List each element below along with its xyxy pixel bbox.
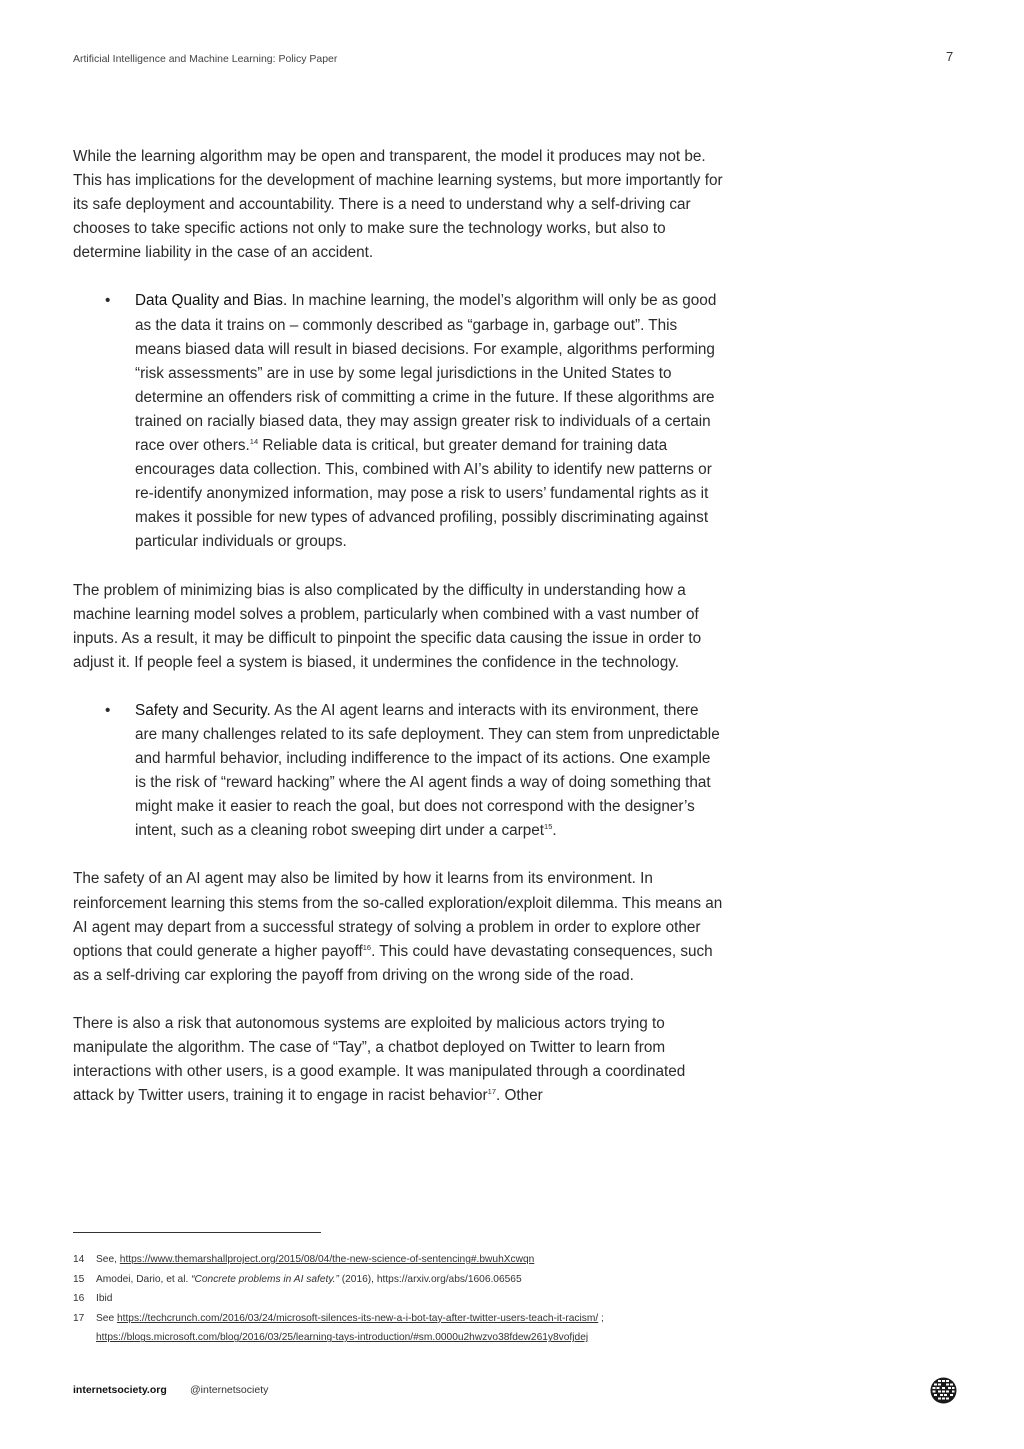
bullet-data-quality xyxy=(73,289,723,554)
paragraph-4 xyxy=(73,1012,723,1108)
bullet-lead: Data Quality and Bias. xyxy=(135,292,288,310)
footnote-15 xyxy=(73,1270,733,1290)
footnote-number: 16 xyxy=(73,1293,85,1305)
paragraph-4-text-cont: . Other xyxy=(496,1087,543,1105)
footnote-suffix: (2016), https://arxiv.org/abs/1606.06565 xyxy=(338,1273,522,1285)
bullet-lead: Safety and Security. xyxy=(135,701,271,719)
bullet-dot: • xyxy=(105,292,111,310)
footnote-17 xyxy=(73,1309,733,1348)
footnote-ref-14[interactable]: 14 xyxy=(249,437,259,447)
paragraph-1: While the learning algorithm may be open and transparent, the model it produces may not be. This has implications for the development of machine learning systems, but more importantly for its safe deployment and accountability. There is a need to understand why a self-driving car chooses to take specific actions not only to make sure the technology works, but also to determine liability in the case of an accident. xyxy=(73,148,723,262)
footnote-link[interactable]: https://www.themarshallproject.org/2015/08/04/the-new-science-of-sentencing#.bwuhXcwqn xyxy=(119,1254,535,1265)
footnote-prefix: See xyxy=(96,1312,117,1324)
footnote-16 xyxy=(73,1289,733,1309)
footnote-number: 17 xyxy=(73,1312,85,1324)
paragraph-3-text: The safety of an AI agent may also be limited by how it learns from its environment. In reinforcement learning this stems from the so-called exploration/exploit dilemma. This means an AI agent may depart from a successful strategy of solving a problem in order to explore other options that could generate a higher payoff xyxy=(73,870,723,960)
footnote-link[interactable]: https://techcrunch.com/2016/03/24/microsoft-silences-its-new-a-i-bot-tay-after-twitter-users-teach-it-racism/ xyxy=(116,1312,599,1324)
bullet-dot: • xyxy=(105,701,111,719)
paragraph-2: The problem of minimizing bias is also complicated by the difficulty in understanding how a machine learning model solves a problem, particularly when combined with a vast number of inputs. As a result, it may be difficult to pinpoint the specific data causing the issue in order to adjust it. If people feel a system is biased, it undermines the confidence in the technology. xyxy=(73,581,702,671)
page-number: 7 xyxy=(946,49,954,64)
bullet-text: In machine learning, the model’s algorithm will only be as good as the data it trains on – commonly described as “garbage in, garbage out”. This means biased data will result in biased decisions. For example, algorithms performing “risk assessments” are in use by some legal jurisdictions in the United States to determine an offenders risk of committing a crime in the future. If these algorithms are trained on racially biased data, they may assign greater risk to individuals of a certain race over others. xyxy=(135,292,717,455)
body-text xyxy=(73,145,723,1132)
footnote-separator: ; xyxy=(598,1312,604,1324)
footnote-prefix: Ibid xyxy=(96,1293,113,1305)
bullet-text-cont: Reliable data is critical, but greater demand for training data encourages data collection. This, combined with AI’s ability to identify new patterns or re-identify anonymized information, may pose a risk to users’ fundamental rights as it makes it possible for new types of advanced profiling, possibly discriminating against particular individuals or groups. xyxy=(135,437,712,551)
footnote-prefix: See, xyxy=(96,1254,120,1265)
footer-site-link[interactable]: internetsociety.org xyxy=(73,1384,167,1396)
footnotes xyxy=(73,1250,733,1348)
footnote-number: 14 xyxy=(73,1254,85,1265)
footer-handle[interactable]: @internetsociety xyxy=(190,1384,269,1396)
footnote-ref-16[interactable]: 16 xyxy=(362,942,372,952)
bullet-safety-security xyxy=(73,699,723,844)
bullet-text-cont: . xyxy=(552,822,557,840)
paragraph-4-text: There is also a risk that autonomous systems are exploited by malicious actors trying to manipulate the algorithm. The case of “Tay”, a chatbot deployed on Twitter to learn from interactions with other users, is a good example. It was manipulated through a coordinated attack by Twitter users, training it to engage in racist behavior xyxy=(73,1014,686,1105)
footnote-divider xyxy=(73,1232,321,1233)
bullet-text: As the AI agent learns and interacts with its environment, there are many challenges related to its safe deployment. They can stem from unpredictable and harmful behavior, including indifference to the impact of its actions. One example is the risk of “reward hacking” where the AI agent finds a way of doing something that might make it easier to reach the goal, but does not correspond with the designer’s intent, such as a cleaning robot sweeping dirt under a carpet xyxy=(135,701,720,840)
footnote-title: “Concrete problems in AI safety.” xyxy=(191,1273,339,1285)
footnote-ref-15[interactable]: 15 xyxy=(544,822,553,832)
footnote-14 xyxy=(73,1250,733,1270)
globe-logo-icon xyxy=(930,1377,957,1404)
running-title: Artificial Intelligence and Machine Learning: Policy Paper xyxy=(73,53,338,65)
paragraph-3-text-cont: . This could have devastating consequences, such as a self-driving car exploring the payoff from driving on the wrong side of the road. xyxy=(73,942,713,984)
footnote-link-2[interactable]: https://blogs.microsoft.com/blog/2016/03/25/learning-tays-introduction/#sm.0000u2hwzvo38fdew261y8vofjdej xyxy=(96,1332,589,1344)
paragraph-3 xyxy=(73,867,723,987)
footnote-ref-17[interactable]: 17 xyxy=(487,1087,496,1097)
footnote-prefix: Amodei, Dario, et al. xyxy=(96,1273,192,1285)
footnote-number: 15 xyxy=(73,1273,85,1285)
